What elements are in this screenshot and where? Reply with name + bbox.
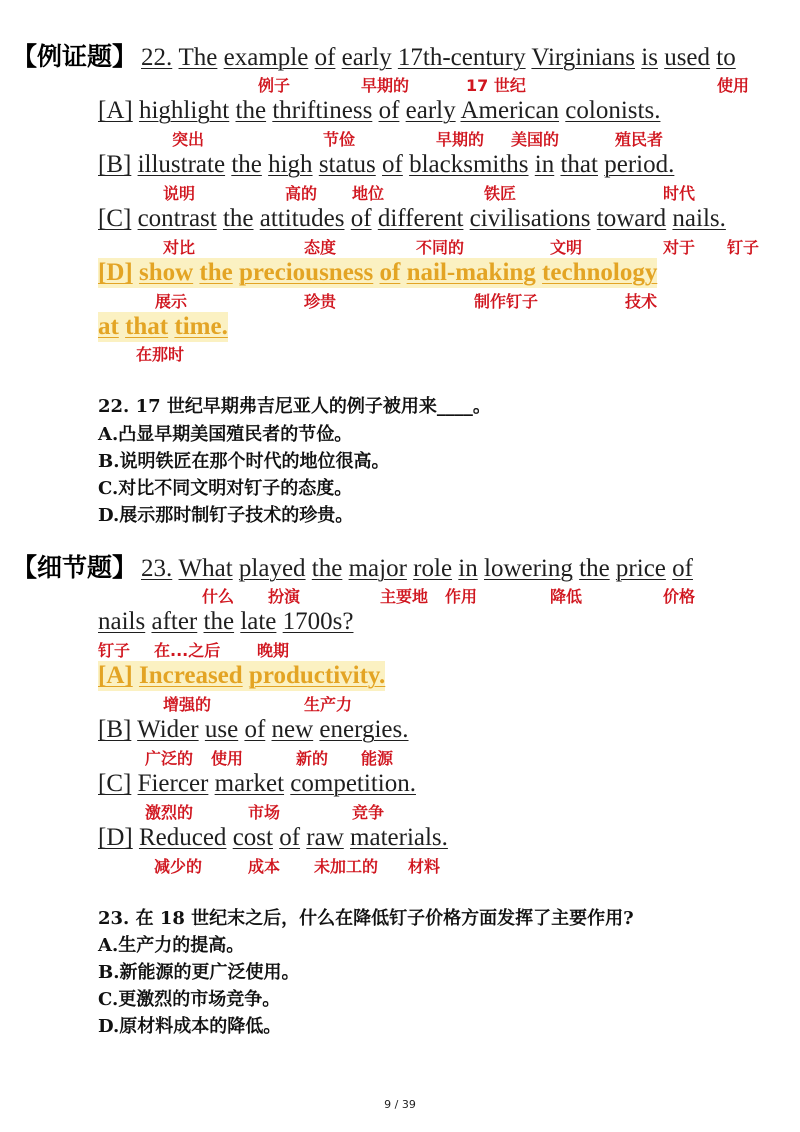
q22-translation-a: A.凸显早期美国殖民者的节俭。 xyxy=(98,424,353,445)
word: role xyxy=(413,555,453,582)
word: the xyxy=(199,259,233,286)
gloss: 对比 xyxy=(163,238,196,257)
option-letter: [A] xyxy=(98,662,133,689)
word: Virginians xyxy=(531,44,636,71)
word: the xyxy=(222,205,254,232)
word: of xyxy=(350,205,372,232)
q23-option-d xyxy=(98,823,448,853)
option-letter: [C] xyxy=(98,205,132,232)
gloss: 增强的 xyxy=(163,695,212,714)
gloss: 不同的 xyxy=(416,238,465,257)
word: the xyxy=(231,151,262,178)
word: early xyxy=(341,44,392,71)
gloss: 制作钉子 xyxy=(474,292,539,311)
gloss: 钉子 xyxy=(98,641,131,660)
word: the xyxy=(311,555,343,582)
gloss: 铁匠 xyxy=(484,184,517,203)
q22-option-d-correct-answer xyxy=(98,258,657,288)
q23-stem-line-1 xyxy=(12,553,693,584)
q22-option-c xyxy=(98,204,726,234)
word: toward xyxy=(596,205,667,232)
word: market xyxy=(214,770,285,797)
gloss: 扮演 xyxy=(268,587,301,606)
word: period. xyxy=(604,151,675,178)
word: blacksmiths xyxy=(409,151,529,178)
word: price xyxy=(615,555,666,582)
option-letter: [D] xyxy=(98,824,133,851)
q22-option-a xyxy=(98,96,660,126)
q23-translation-c: C.更激烈的市场竞争。 xyxy=(98,989,281,1010)
word: technology xyxy=(542,259,658,286)
gloss: 晚期 xyxy=(257,641,290,660)
word: American xyxy=(460,97,560,124)
gloss: 使用 xyxy=(211,749,244,768)
word: nail-making xyxy=(406,259,536,286)
q22-translation-d: D.展示那时制钉子技术的珍贵。 xyxy=(98,505,354,526)
word: is xyxy=(641,44,658,71)
word: show xyxy=(138,259,194,286)
word: at xyxy=(98,313,119,340)
gloss: 态度 xyxy=(304,238,337,257)
gloss: 成本 xyxy=(248,857,281,876)
word: cost xyxy=(232,824,273,851)
q22-type-tag: 【例证题】 xyxy=(12,42,138,71)
gloss: 作用 xyxy=(445,587,478,606)
word: the xyxy=(235,97,267,124)
gloss: 钉子 xyxy=(727,238,760,257)
gloss: 突出 xyxy=(172,130,205,149)
word: highlight xyxy=(138,97,230,124)
word: early xyxy=(405,97,456,124)
word: Wider xyxy=(137,716,199,743)
word: used xyxy=(664,44,711,71)
q23-translation-a: A.生产力的提高。 xyxy=(98,935,245,956)
word: What xyxy=(178,555,233,582)
word: of xyxy=(314,44,336,71)
gloss: 高的 xyxy=(285,184,318,203)
q23-type-tag: 【细节题】 xyxy=(12,553,138,582)
word: Reduced xyxy=(138,824,227,851)
word: the xyxy=(579,555,610,582)
gloss: 技术 xyxy=(625,292,658,311)
gloss: 地位 xyxy=(352,184,385,203)
q23-option-c xyxy=(98,769,416,799)
word: energies. xyxy=(319,716,409,743)
word: example xyxy=(223,44,309,71)
word: time. xyxy=(174,313,228,340)
q23-translation-b: B.新能源的更广泛使用。 xyxy=(98,962,300,983)
page-number: 9 / 39 xyxy=(384,1098,416,1111)
gloss: 降低 xyxy=(550,587,583,606)
gloss: 激烈的 xyxy=(145,803,194,822)
word: of xyxy=(378,97,400,124)
word: major xyxy=(348,555,407,582)
q22-number: 22. xyxy=(141,44,173,71)
q22-translation-stem: 22. 17 世纪早期弗吉尼亚人的例子被用来____。 xyxy=(98,396,491,417)
gloss: 时代 xyxy=(663,184,696,203)
option-letter: [D] xyxy=(98,259,133,286)
word: contrast xyxy=(137,205,217,232)
word: to xyxy=(716,44,736,71)
q22-option-b xyxy=(98,150,674,180)
word: Fiercer xyxy=(137,770,209,797)
word: 1700s? xyxy=(282,608,354,635)
gloss: 什么 xyxy=(202,587,235,606)
option-letter: [C] xyxy=(98,770,132,797)
gloss: 节俭 xyxy=(323,130,356,149)
q22-translation-c: C.对比不同文明对钉子的态度。 xyxy=(98,478,353,499)
word: of xyxy=(279,824,301,851)
gloss: 新的 xyxy=(296,749,329,768)
word: late xyxy=(240,608,277,635)
word: preciousness xyxy=(238,259,374,286)
word: civilisations xyxy=(469,205,591,232)
gloss: 主要地 xyxy=(380,587,429,606)
q23-translation-d: D.原材料成本的降低。 xyxy=(98,1016,282,1037)
word: that xyxy=(560,151,598,178)
word: in xyxy=(458,555,478,582)
gloss: 在...之后 xyxy=(154,641,221,660)
gloss: 说明 xyxy=(163,184,196,203)
word: use xyxy=(204,716,239,743)
gloss: 市场 xyxy=(248,803,281,822)
word: lowering xyxy=(484,555,573,582)
word: status xyxy=(318,151,376,178)
gloss: 能源 xyxy=(361,749,394,768)
gloss: 早期的 xyxy=(361,76,410,95)
word: in xyxy=(534,151,555,178)
word: nails xyxy=(98,608,146,635)
word: new xyxy=(271,716,314,743)
word: the xyxy=(203,608,235,635)
word: of xyxy=(244,716,266,743)
word: played xyxy=(238,555,306,582)
q23-option-b xyxy=(98,715,409,745)
gloss: 文明 xyxy=(550,238,583,257)
word: colonists. xyxy=(565,97,661,124)
gloss: 17 世纪 xyxy=(466,76,526,95)
gloss: 早期的 xyxy=(436,130,485,149)
word: nails. xyxy=(672,205,726,232)
word: Increased xyxy=(138,662,243,689)
word: of xyxy=(379,259,401,286)
word: 17th-century xyxy=(397,44,526,71)
q23-number: 23. xyxy=(141,555,173,582)
q23-translation-stem: 23. 在 18 世纪末之后，什么在降低钉子价格方面发挥了主要作用? xyxy=(98,908,634,929)
q22-translation-b: B.说明铁匠在那个时代的地位很高。 xyxy=(98,451,390,472)
option-letter: [A] xyxy=(98,97,133,124)
gloss: 例子 xyxy=(258,76,291,95)
q22-option-d-continued xyxy=(98,312,228,342)
gloss: 美国的 xyxy=(511,130,560,149)
word: attitudes xyxy=(259,205,345,232)
gloss: 未加工的 xyxy=(314,857,379,876)
gloss: 对于 xyxy=(663,238,696,257)
option-letter: [B] xyxy=(98,716,132,743)
word: thriftiness xyxy=(272,97,373,124)
word: high xyxy=(268,151,313,178)
gloss: 竞争 xyxy=(352,803,385,822)
gloss: 生产力 xyxy=(304,695,353,714)
gloss: 珍贵 xyxy=(304,292,337,311)
gloss: 价格 xyxy=(663,587,696,606)
q23-option-a-correct-answer xyxy=(98,661,385,691)
gloss: 展示 xyxy=(155,292,188,311)
gloss: 殖民者 xyxy=(615,130,664,149)
gloss: 使用 xyxy=(717,76,750,95)
word: productivity. xyxy=(248,662,386,689)
word: competition. xyxy=(290,770,416,797)
q23-stem-line-2 xyxy=(98,607,353,637)
gloss: 广泛的 xyxy=(145,749,194,768)
word: illustrate xyxy=(137,151,226,178)
word: different xyxy=(377,205,464,232)
word: raw xyxy=(306,824,344,851)
word: that xyxy=(125,313,169,340)
word: of xyxy=(672,555,693,582)
word: after xyxy=(151,608,198,635)
word: of xyxy=(382,151,403,178)
q22-stem-line-1 xyxy=(12,42,736,73)
gloss: 在那时 xyxy=(136,345,185,364)
option-letter: [B] xyxy=(98,151,132,178)
gloss: 减少的 xyxy=(154,857,203,876)
gloss: 材料 xyxy=(408,857,441,876)
word: materials. xyxy=(350,824,448,851)
word: The xyxy=(178,44,218,71)
